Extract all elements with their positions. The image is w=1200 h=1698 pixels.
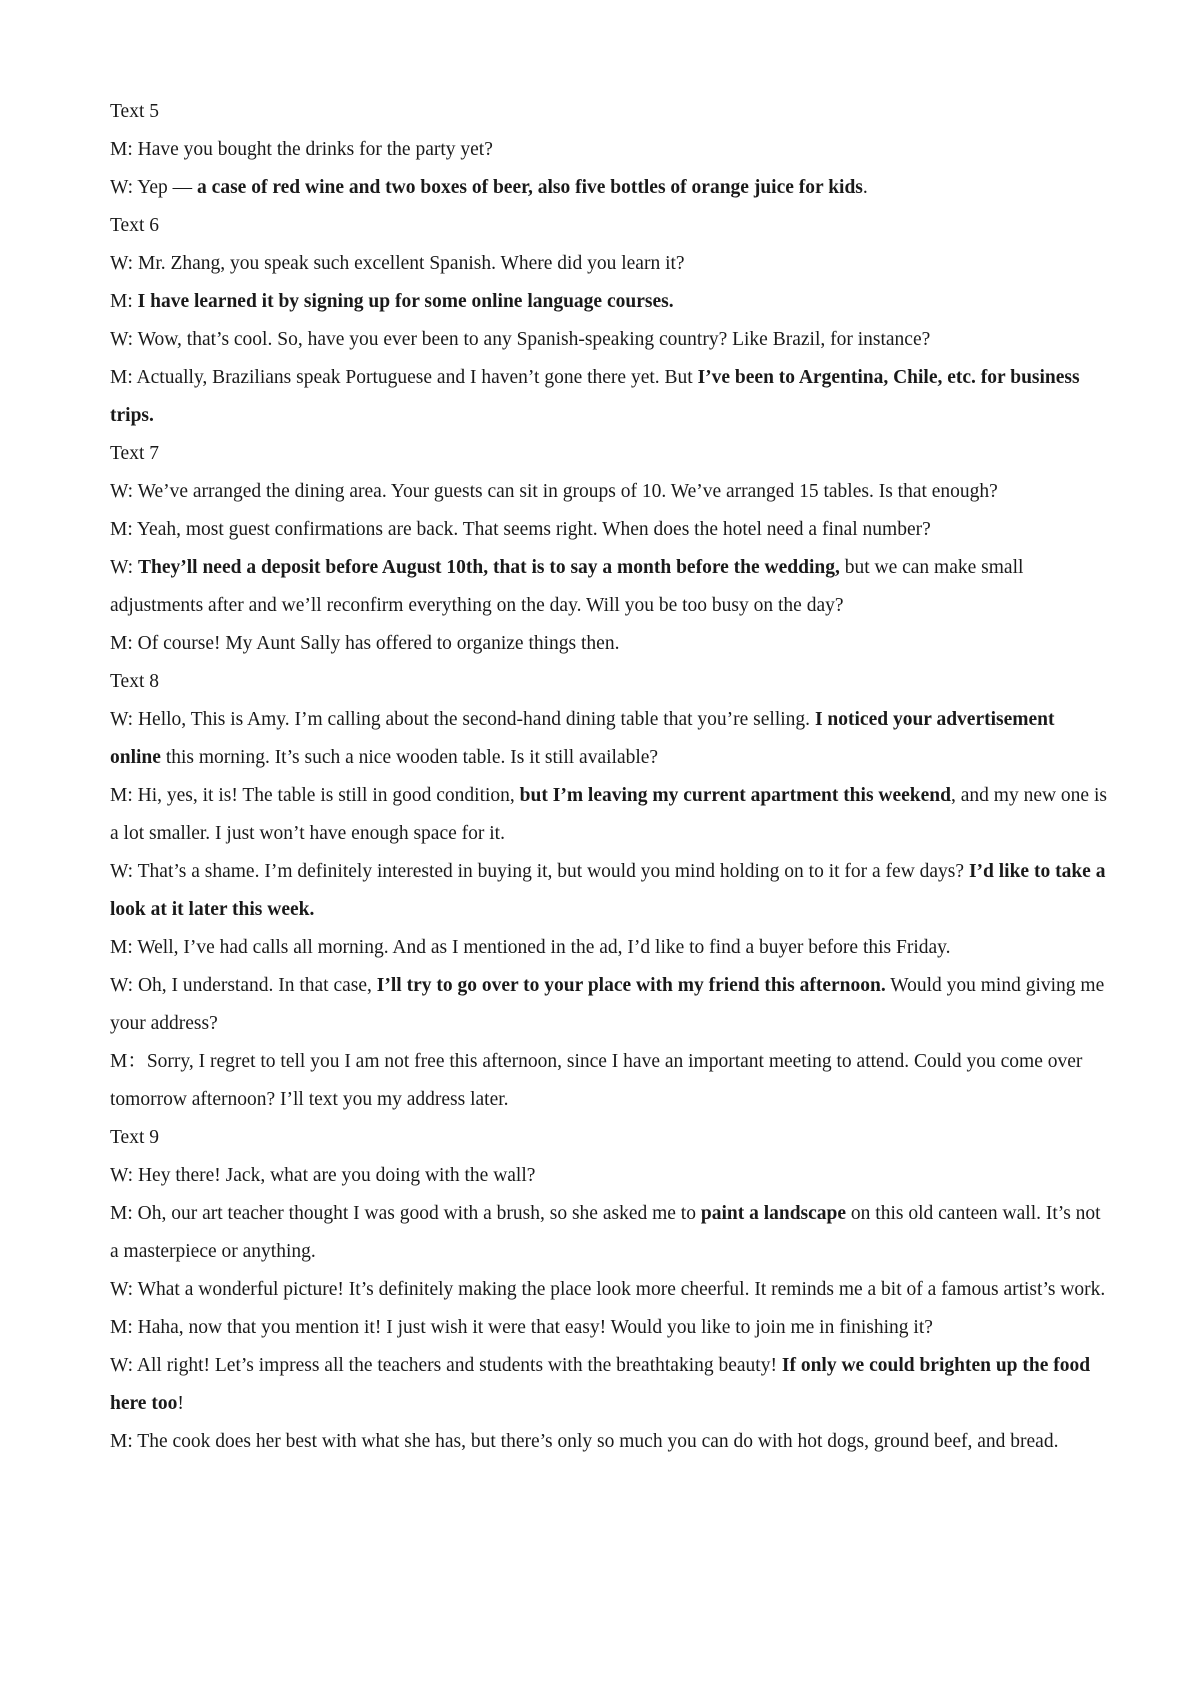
emphasized-text: I have learned it by signing up for some online language courses. [137,291,674,312]
dialogue-text: W: [110,557,138,578]
dialogue-text: W: Wow, that’s cool. So, have you ever been to any Spanish-speaking country? Like Brazil, for instance? [110,329,931,350]
dialogue-text: this morning. It’s such a nice wooden table. Is it still available? [160,747,659,768]
emphasized-text: They’ll need a deposit before August 10th, that is to say a month before the wedding, [137,557,840,578]
dialogue-line [110,245,1110,283]
dialogue-line [110,359,1110,435]
dialogue-text: M: The cook does her best with what she has, but there’s only so much you can do with hot dogs, ground beef, and bread. [110,1431,1059,1452]
section-heading: Text 8 [110,671,159,692]
emphasized-text: I’d like to take a look at it later this week. [110,861,1106,920]
dialogue-text: M: Hi, yes, it is! The table is still in good condition, [110,785,520,806]
dialogue-text: ! [177,1393,184,1414]
dialogue-text: Would you mind giving me your address? [110,975,1105,1034]
dialogue-line [110,473,1110,511]
dialogue-line [110,853,1110,929]
dialogue-text: M: Of course! My Aunt Sally has offered to organize things then. [110,633,620,654]
dialogue-text: M: Well, I’ve had calls all morning. And as I mentioned in the ad, I’d like to find a buyer before this Friday. [110,937,951,958]
dialogue-line [110,777,1110,853]
dialogue-text: W: Hey there! Jack, what are you doing with the wall? [110,1165,536,1186]
emphasized-text: but I’m leaving my current apartment this weekend [519,785,951,806]
section-heading: Text 9 [110,1127,159,1148]
section-heading: Text 7 [110,443,159,464]
section-heading: Text 6 [110,215,159,236]
dialogue-line [110,283,1110,321]
emphasized-text: I’ve been to Argentina, Chile, etc. for business trips. [110,367,1080,426]
emphasized-text: a case of red wine and two boxes of beer, also five bottles of orange juice for kids [197,177,863,198]
dialogue-line [110,1043,1110,1119]
dialogue-text: W: What a wonderful picture! It’s definitely making the place look more cheerful. It reminds me a bit of a famous artist’s work. [110,1279,1106,1300]
dialogue-line [110,1347,1110,1423]
dialogue-line [110,1195,1110,1271]
dialogue-line [110,625,1110,663]
dialogue-line [110,1157,1110,1195]
dialogue-text: on this old canteen wall. It’s not a masterpiece or anything. [110,1203,1101,1262]
dialogue-text: M: [110,291,138,312]
dialogue-line [110,511,1110,549]
dialogue-line [110,1271,1110,1309]
dialogue-line [110,169,1110,207]
dialogue-text: W: Mr. Zhang, you speak such excellent Spanish. Where did you learn it? [110,253,685,274]
dialogue-text: , and my new one is a lot smaller. I just won’t have enough space for it. [110,785,1107,844]
transcript-body [110,93,1110,1461]
dialogue-text: but we can make small adjustments after and we’ll reconfirm everything on the day. Will you be too busy on the day? [110,557,1024,616]
dialogue-text: W: That’s a shame. I’m definitely interested in buying it, but would you mind holding on to it for a few days? [110,861,969,882]
dialogue-text: M: Oh, our art teacher thought I was good with a brush, so she asked me to [110,1203,701,1224]
dialogue-line [110,1423,1110,1461]
dialogue-text: W: All right! Let’s impress all the teachers and students with the breathtaking beauty! [110,1355,782,1376]
dialogue-text: M: Have you bought the drinks for the party yet? [110,139,493,160]
dialogue-text: M: Haha, now that you mention it! I just wish it were that easy! Would you like to join me in finishing it? [110,1317,933,1338]
dialogue-text: W: Yep — [110,177,198,198]
section-heading: Text 5 [110,101,159,122]
dialogue-line [110,967,1110,1043]
dialogue-line [110,321,1110,359]
dialogue-text: W: We’ve arranged the dining area. Your guests can sit in groups of 10. We’ve arranged 15 tables. Is that enough? [110,481,998,502]
emphasized-text: I’ll try to go over to your place with my friend this afternoon. [376,975,886,996]
dialogue-line [110,929,1110,967]
emphasized-text: If only we could brighten up the food here too [110,1355,1091,1414]
emphasized-text: I noticed your advertisement online [110,709,1055,768]
dialogue-text: M: Actually, Brazilians speak Portuguese and I haven’t gone there yet. But [110,367,698,388]
dialogue-text: W: Hello, This is Amy. I’m calling about the second-hand dining table that you’re selling. [110,709,815,730]
dialogue-line [110,1309,1110,1347]
dialogue-line [110,701,1110,777]
dialogue-line [110,549,1110,625]
dialogue-text: M：Sorry, I regret to tell you I am not free this afternoon, since I have an important meeting to attend. Could you come over tomorrow afternoon? I’ll text you my address later. [110,1051,1083,1110]
dialogue-line [110,131,1110,169]
emphasized-text: paint a landscape [700,1203,847,1224]
dialogue-text: W: Oh, I understand. In that case, [110,975,377,996]
dialogue-text: . [862,177,868,198]
dialogue-text: M: Yeah, most guest confirmations are back. That seems right. When does the hotel need a final number? [110,519,931,540]
